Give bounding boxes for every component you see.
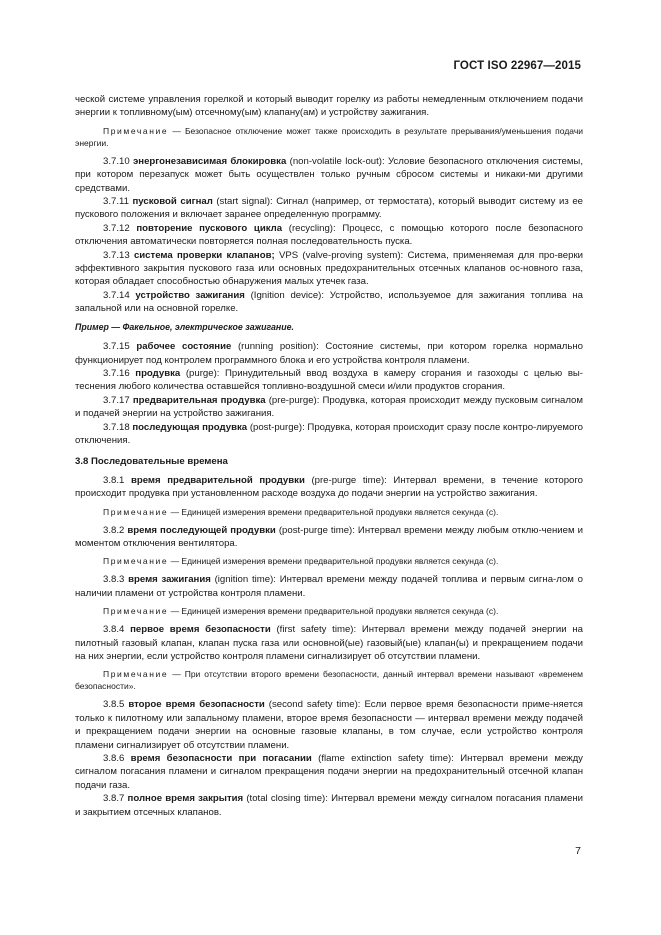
- definition-3-7-15: 3.7.15 рабочее состояние (running position): Состояние системы, при котором горелка нормально функционирует под контролем программного блока и его устройства контроля пламени.: [75, 341, 583, 366]
- term: второе время безопасности: [128, 699, 265, 711]
- definition-3-7-12: 3.7.12 повторение пускового цикла (recycling): Процесс, с помощью которого после безопасного отключения автоматически повторяется полная последовательность пуска.: [75, 222, 583, 248]
- note-label: Примечание: [103, 125, 169, 136]
- definition-3-8-4: 3.8.4 первое время безопасности (first safety time): Интервал времени между подачей энергии на пилотный газовый клапан, клапан пуска газа или основной(ые) газовый(ые) клапан(ы) и прекращением подачи на них энергии, если устройство контроля пламени сигнализирует об отсутствии пламени.: [75, 624, 584, 662]
- intro-paragraph: ческой системе управления горелкой и который выводит горелку из работы немедленным отключением подачи энергии к топливному(ым) отсечному(ым) клапану(ам) и устройству зажигания.: [75, 94, 583, 119]
- note-label: Примечание: [103, 506, 169, 517]
- note-4: Примечание — Единицей измерения времени предварительной продувки является секунда (с).: [103, 606, 499, 617]
- note-label: Примечание: [103, 606, 169, 617]
- definition-3-7-17: 3.7.17 предварительная продувка (pre-purge): Продувка, которая происходит между пусковым сигналом и подачей энергии на устройство зажигания.: [75, 394, 583, 420]
- section-heading-3-8: 3.8 Последовательные времена: [75, 456, 228, 468]
- term: первое время безопасности: [130, 624, 271, 636]
- definition-3-8-7: 3.8.7 полное время закрытия (total closing time): Интервал времени между сигналом погасания пламени и закрытием отсечных клапанов.: [75, 793, 583, 818]
- definition-3-8-1: 3.8.1 время предварительной продувки (pre-purge time): Интервал времени, в течение которого происходит продувка при установленном расходе воздуха до подачи энергии на устройство зажигания.: [75, 474, 583, 500]
- term: продувка: [135, 367, 181, 379]
- definition-3-8-6: 3.8.6 время безопасности при погасании (flame extinction safety time): Интервал времени между сигналом погасания пламени и сигналом прекращения подачи энергии на предохранительный отсечной клапан подачи газа.: [75, 753, 583, 791]
- definition-3-7-16: 3.7.16 продувка (purge): Принудительный ввод воздуха в камеру сгорания и газоходы с целью вы-теснения любого количества оставшейся топливно-воздушной смеси и/или продуктов сгорания.: [75, 367, 584, 393]
- definition-3-7-14: 3.7.14 устройство зажигания (Ignition device): Устройство, используемое для зажигания топлива на запальной или на основной горелке.: [75, 289, 583, 315]
- term: устройство зажигания: [135, 289, 245, 301]
- definition-3-7-13: 3.7.13 система проверки клапанов; VPS (valve-proving system): Система, применяемая для про-верки эффективного закрытия пускового газа или основных предохранительных отсечных клапанов ос-новного газа, которая обладает способностью обнаружения малых утечек газа.: [75, 249, 583, 288]
- note-label: Примечание: [103, 669, 169, 680]
- definition-3-8-2: 3.8.2 время последующей продувки (post-purge time): Интервал времени между любым отклю-чением и моментом отключения вентилятора.: [75, 524, 583, 549]
- term: предварительная продувка: [132, 394, 266, 406]
- note-2: Примечание — Единицей измерения времени предварительной продувки является секунда (с).: [103, 506, 499, 517]
- definition-3-7-18: 3.7.18 последующая продувка (post-purge): Продувка, которая происходит сразу после контро-лируемого отключения.: [75, 421, 583, 446]
- note-3: Примечание — Единицей измерения времени предварительной продувки является секунда (с).: [103, 556, 499, 567]
- term: время последующей продувки: [127, 524, 276, 536]
- term: последующая продувка: [132, 421, 248, 433]
- term: повторение пускового цикла: [136, 222, 283, 234]
- example-note: Пример — Факельное, электрическое зажигание.: [75, 321, 294, 332]
- page-number: 7: [575, 845, 581, 857]
- note-1: Примечание — Безопасное отключение может также происходить в результате прерывания/уменьшения подачи энергии.: [75, 125, 583, 148]
- term: время зажигания: [128, 574, 211, 586]
- term: энергонезависимая блокировка: [132, 155, 287, 167]
- term: рабочее состояние: [136, 341, 232, 353]
- term: система проверки клапанов;: [133, 249, 275, 261]
- term: время безопасности при погасании: [130, 753, 312, 765]
- definition-3-8-5: 3.8.5 второе время безопасности (second safety time): Если первое время безопасности приме-няется только к пилотному или запальному пламени, второе время безопасности — интервал времени между подачей и прекращением подачи энергии на основные газовые клапаны, в том случае, если устройство контроля пламени сигнализирует об отсутствии пламени.: [75, 699, 583, 751]
- definition-3-8-3: 3.8.3 время зажигания (ignition time): Интервал времени между подачей топлива и первым сигна-лом о наличии пламени от устройства контроля пламени.: [75, 574, 583, 599]
- term: пусковой сигнал: [132, 196, 213, 208]
- document-header-title: ГОСТ ISO 22967—2015: [453, 60, 581, 72]
- term: полное время закрытия: [127, 793, 244, 805]
- document-body: [75, 93, 583, 819]
- note-5: Примечание — При отсутствии второго времени безопасности, данный интервал времени называют «временем безопасности».: [75, 669, 583, 692]
- term: время предварительной продувки: [130, 474, 305, 486]
- definition-3-7-10: 3.7.10 энергонезависимая блокировка (non-volatile lock-out): Условие безопасного отключения системы, при котором перезапуск может быть осуществлен только ручным сбросом системы и никаки-ми другими средствами.: [75, 155, 583, 194]
- note-label: Примечание: [103, 556, 169, 567]
- definition-3-7-11: 3.7.11 пусковой сигнал (start signal): Сигнал (например, от термостата), который выводит систему из ее пускового положения и включает заранее определенную программу.: [75, 196, 583, 221]
